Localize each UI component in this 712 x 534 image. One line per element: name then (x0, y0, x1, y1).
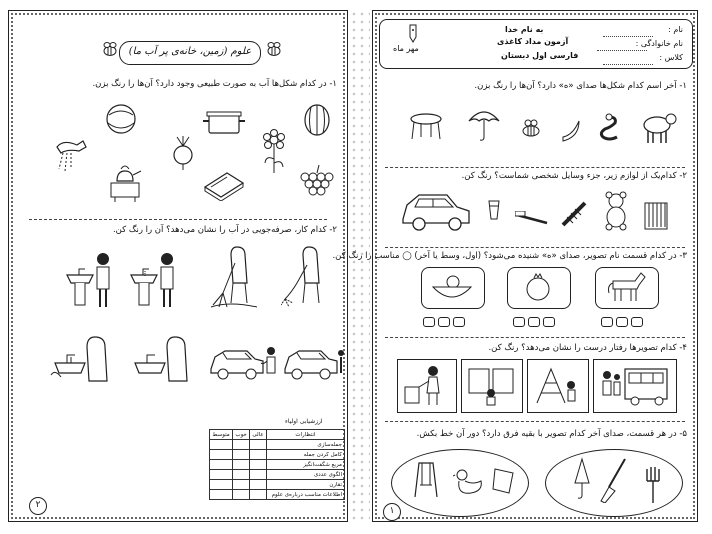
table-row: مربع شگفت‌انگیز (210, 460, 345, 470)
flower-image (259, 129, 289, 175)
question-2: ۲- کدام‌یک از لوازم زیر، جزء وسایل شخصی شماست؟ رنگ کن. (461, 171, 687, 181)
grapes-image (295, 163, 335, 199)
class-field[interactable] (603, 64, 653, 65)
section-divider (385, 337, 685, 338)
section-divider (385, 247, 685, 248)
trash-bin-scene (401, 363, 451, 407)
comb-image (559, 199, 589, 229)
section-divider (29, 219, 327, 220)
car-image (399, 187, 475, 235)
worksheet-title: علوم (زمین، خانه‌ی پر آب ما) (119, 41, 261, 65)
sink-child-scene (63, 247, 115, 309)
toothbrush-image (515, 211, 551, 227)
street-crossing-scene (465, 363, 517, 407)
table-header: انتظارات (266, 430, 344, 440)
radish-image (169, 135, 197, 171)
teddy-bear-image (601, 191, 631, 231)
page-gutter (350, 10, 370, 522)
bus-stop-scene (597, 363, 671, 407)
question-3: ۳- در کدام قسمت نام تصویر، صدای «ه» شنیده می‌شود؟ (اول، وسط یا آخر) ◯ مناسب را رنگ کن. (332, 251, 687, 261)
snake-image (595, 113, 621, 143)
pot-image (203, 107, 245, 137)
table-row: تقارن (210, 480, 345, 490)
sink-child-scene (127, 247, 179, 309)
umbrella-image (467, 105, 501, 143)
table-header: متوسط (210, 430, 233, 440)
section-divider (385, 167, 685, 168)
table-header: عالی (250, 430, 267, 440)
family-field[interactable] (597, 50, 647, 51)
table-row: الگوی عددی (210, 470, 345, 480)
question-5: ۵- در هر قسمت، صدای آخر کدام تصویر با بقیه فرق دارد؟ دور آن خط بکش. (416, 429, 687, 439)
washing-woman-scene (129, 333, 203, 387)
exam-subject: فارسی اول دبستان (501, 51, 579, 60)
parent-evaluation-table (209, 429, 345, 500)
table-row: کامل کردن جمله (210, 450, 345, 460)
hosing-woman-scene (281, 243, 335, 309)
class-label: کلاس : (659, 53, 683, 62)
basmala: به نام خدا (505, 25, 544, 34)
name-field[interactable] (603, 36, 653, 37)
hand-fork-image (641, 463, 665, 503)
table-row: اطلاعات مناسب درباره‌ی علوم (210, 490, 345, 500)
bee-icon (101, 41, 119, 57)
answer-boxes[interactable] (601, 317, 643, 327)
colored-pencils-image (643, 197, 669, 231)
cup-image (487, 199, 501, 221)
bowl-fruit-image (429, 273, 475, 303)
notebook-image (491, 467, 515, 495)
pomegranate-image (523, 271, 553, 303)
table-image (409, 111, 443, 141)
page-number: ۲ (29, 497, 47, 515)
name-label: نام : (668, 25, 683, 34)
section-divider (385, 421, 685, 422)
answer-boxes[interactable] (423, 317, 465, 327)
left-page (8, 10, 348, 522)
question-1: ۱- در کدام شکل‌ها آب به صورت طبیعی وجود دارد؟ آن‌ها را رنگ بزن. (92, 79, 337, 89)
page-number: ۱ (383, 503, 401, 521)
question-2: ۲- کدام کار، صرفه‌جویی در آب را نشان می‌دهد؟ آن را رنگ کن. (112, 225, 337, 235)
lamb-image (637, 109, 677, 145)
faucet-image (53, 135, 89, 173)
park-child-scene (531, 363, 583, 407)
bee-icon (265, 41, 283, 57)
washing-woman-scene (49, 333, 123, 387)
shovel-image (599, 457, 629, 503)
bee-image (519, 119, 543, 139)
family-label: نام خانوادگی : (635, 39, 683, 48)
book-image (203, 169, 245, 201)
sweeping-woman-scene (209, 243, 263, 309)
table-header: خوب (233, 430, 250, 440)
horse-image (605, 271, 647, 303)
banana-image (559, 119, 583, 143)
exam-month: مهر ماه (393, 44, 419, 53)
umbrella-closed-image (571, 457, 593, 501)
exam-title: آزمون مداد کاغذی (497, 37, 569, 46)
ball-image (105, 103, 137, 135)
duck-image (453, 467, 483, 497)
swing-image (413, 461, 439, 497)
stove-kettle-image (105, 159, 145, 203)
question-4: ۴- کدام تصویرها رفتار درست را نشان می‌دهد؟ رنگ کن. (488, 343, 687, 353)
table-row: جمله‌سازی (210, 440, 345, 450)
car-wash-scene (207, 341, 279, 385)
answer-boxes[interactable] (513, 317, 555, 327)
watermelon-image (302, 103, 332, 137)
pencil-mascot-icon (405, 21, 421, 43)
car-wash-scene (281, 341, 345, 385)
question-1: ۱- آخر اسم کدام شکل‌ها صدای «ه» دارد؟ آن‌ها را رنگ بزن. (474, 81, 687, 91)
evaluation-title: ارزشیابی اولیاء (285, 418, 323, 425)
